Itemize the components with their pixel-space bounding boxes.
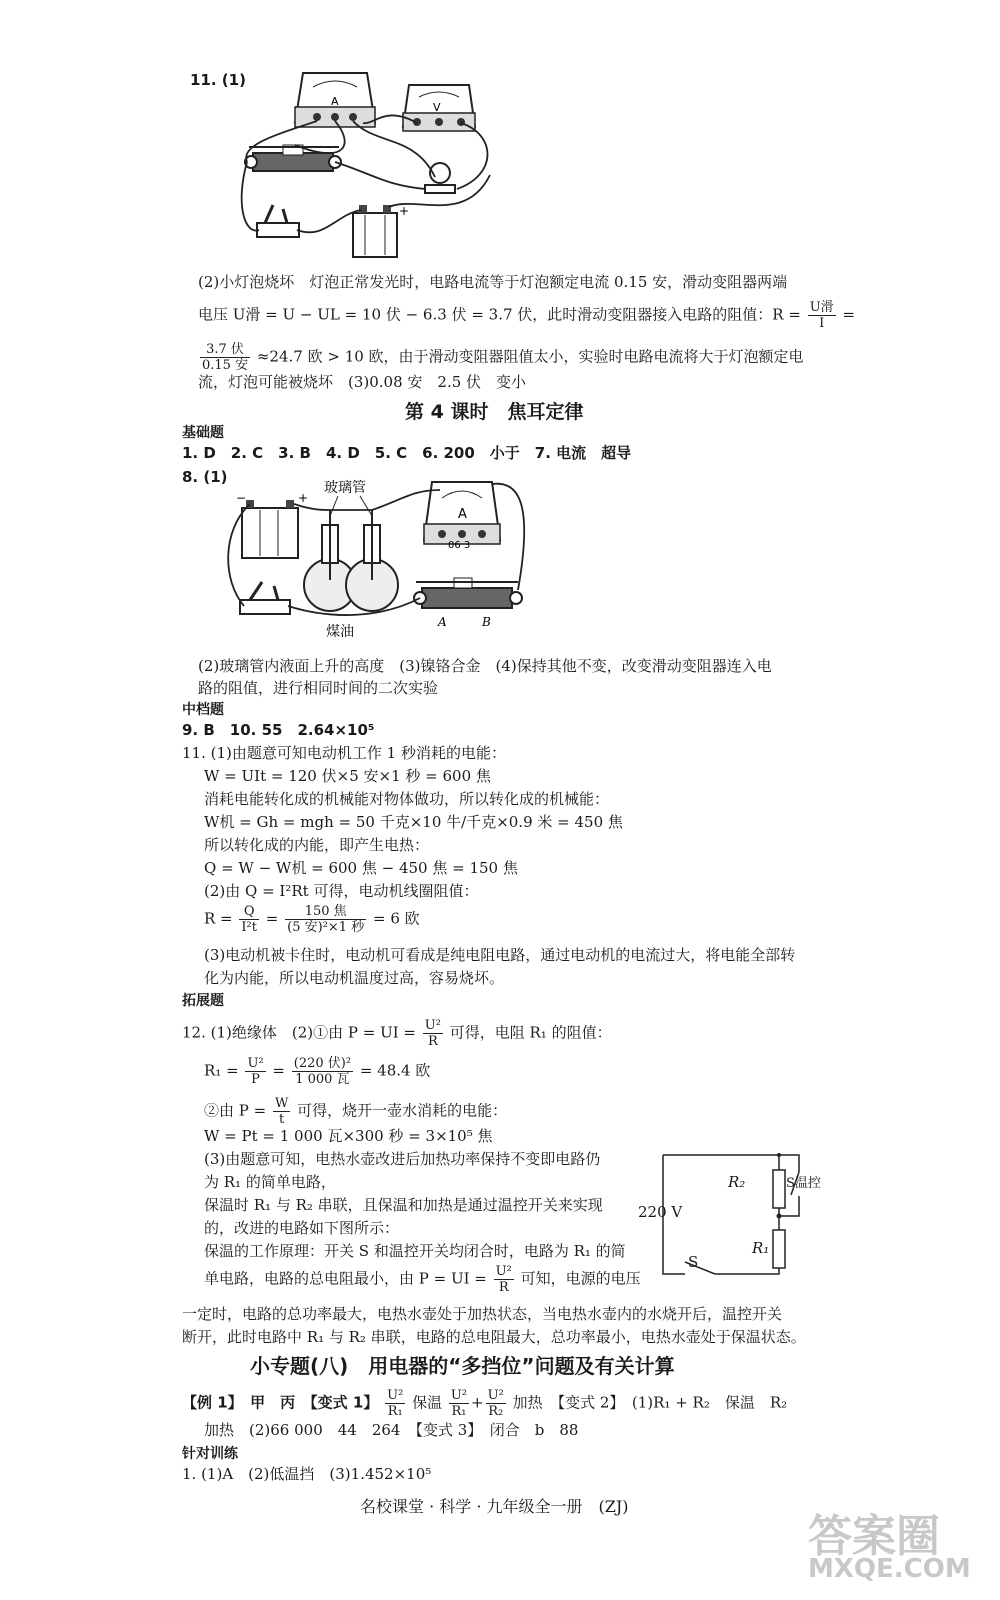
fraction: $\frac{\text{U²}}{P}$	[247, 1056, 264, 1087]
q11-line5: 所以转化成的内能，即产生电热：	[204, 836, 430, 854]
fraction: $\frac{\text{U滑}}{I}$	[809, 300, 834, 331]
circuit-figure-1	[235, 65, 515, 265]
ammeter-label: A	[331, 95, 339, 108]
q12-line8: 的，改进的电路如下图所示：	[204, 1219, 400, 1237]
label-s: S	[688, 1253, 699, 1271]
switch-icon	[240, 582, 290, 614]
q12-line4: W = Pt = 1 000 瓦×300 秒 = 3×10⁵ 焦	[204, 1127, 493, 1145]
q11-p2-line2: 电压 U滑 = U − UL = 10 伏 − 6.3 伏 = 3.7 伏，此时滑动变阻器接入电路的阻值：R = $\frac{\text{U滑}}{I}$ =	[198, 300, 856, 331]
q11-line3: 消耗电能转化成的机械能对物体做功，所以转化成的机械能：	[204, 790, 610, 808]
label-r1: R₁	[752, 1239, 770, 1257]
q12-line5: (3)由题意可知，电热水壶改进后加热功率保持不变即电路仍	[204, 1150, 601, 1168]
kerosene-label: 煤油	[326, 624, 354, 640]
fraction: $\frac{\text{U²}}{R}$	[424, 1018, 441, 1049]
fraction: $\frac{\text{U²}}{\text{R₁}}$	[450, 1388, 468, 1419]
fraction: $\frac{\text{3.7 伏}}{\text{0.15 安}}$	[202, 342, 249, 373]
q11-p2-line3: $\frac{\text{3.7 伏}}{\text{0.15 安}}$ ≈24.7 欧 > 10 欧，由于滑动变阻器阻值太小，实验时电路电流将大于灯泡额定电	[202, 342, 804, 373]
switch-icon	[257, 205, 299, 237]
circuit-diagram-heater	[655, 1150, 845, 1285]
section-train: 针对训练	[182, 1446, 238, 1462]
q12-line7: 保温时 R₁ 与 R₂ 串联，且保温和加热是通过温控开关来实现	[204, 1196, 603, 1214]
q12-line12: 断开，此时电路中 R₁ 与 R₂ 串联，电路的总电阻最大，总功率最小，电热水壶处于保温状态。	[182, 1328, 806, 1346]
q12-line10: 单电路，电路的总电阻最小，由 P = UI = $\frac{\text{U²}}{R}$ 可知，电源的电压	[204, 1264, 641, 1295]
section-ext: 拓展题	[182, 993, 224, 1009]
rheostat-icon	[414, 578, 522, 608]
topic-title: 小专题(八) 用电器的“多挡位”问题及有关计算	[250, 1354, 675, 1378]
rheostat-icon	[245, 145, 341, 171]
q11-line2: W = UIt = 120 伏×5 安×1 秒 = 600 焦	[204, 767, 491, 785]
fraction: $\frac{\text{150 焦}}{\text{(5 安)²×1 秒}}$	[287, 904, 365, 935]
battery-plus-label: +	[399, 204, 410, 218]
q8-line1: (2)玻璃管内液面上升的高度 (3)镍铬合金 (4)保持其他不变，改变滑动变阻器连入电	[198, 657, 772, 675]
answers-mid: 9. B 10. 55 2.64×10⁵	[182, 721, 375, 739]
watermark-logo: 答案圈	[808, 1511, 940, 1562]
q11-p2-line1: (2)小灯泡烧坏 灯泡正常发光时，电路电流等于灯泡额定电流 0.15 安，滑动变阻器两端	[198, 273, 788, 291]
section-mid: 中档题	[182, 702, 224, 718]
fraction: $\frac{\text{U²}}{R}$	[495, 1264, 512, 1295]
resistor-r2-icon	[773, 1170, 785, 1208]
q11-line1: 11. (1)由题意可知电动机工作 1 秒消耗的电能：	[182, 744, 506, 762]
q8-label: 8. (1)	[182, 468, 228, 486]
q12-line9: 保温的工作原理：开关 S 和温控开关均闭合时，电路为 R₁ 的简	[204, 1242, 626, 1260]
q11-line10: 化为内能，所以电动机温度过高，容易烧坏。	[204, 969, 505, 987]
q11-line9: (3)电动机被卡住时，电动机可看成是纯电阻电路，通过电动机的电流过大，将电能全部转	[204, 946, 796, 964]
label-s-thermostat: S温控	[786, 1176, 821, 1191]
battery-icon	[242, 500, 298, 558]
watermark-url: MXQE.COM	[808, 1554, 971, 1584]
topic-example-line1: 【例 1】 甲 丙 【变式 1】 $\frac{\text{U²}}{\text{R₁}}$ 保温 $\frac{\text{U²}}{\text{R₁}}$ + $\frac{\text{U²}}{\text{R₂}}$ 加热 【变式 2】 (1)R₁ + R₂ 保温 R₂	[182, 1388, 788, 1419]
q11-line8: R = $\frac{Q}{\text{I²t}}$ = $\frac{\text{150 焦}}{\text{(5 安)²×1 秒}}$ = 6 欧	[204, 904, 420, 935]
rheostat-a-label: A	[438, 615, 447, 629]
fraction: $\frac{Q}{\text{I²t}}$	[241, 904, 257, 935]
resistor-r1-icon	[773, 1230, 785, 1268]
battery-icon	[353, 205, 397, 257]
q12-line6: 为 R₁ 的简单电路，	[204, 1173, 336, 1191]
lesson-title: 第 4 课时 焦耳定律	[405, 401, 584, 423]
answers-basic: 1. D 2. C 3. B 4. D 5. C 6. 200 小于 7. 电流 超导	[182, 444, 632, 462]
q11-line6: Q = W − W机 = 600 焦 − 450 焦 = 150 焦	[204, 859, 518, 877]
train-line1: 1. (1)A (2)低温挡 (3)1.452×10⁵	[182, 1465, 432, 1483]
ammeter-scale: 06 3	[448, 540, 471, 551]
rheostat-b-label: B	[482, 615, 491, 629]
battery-minus-label: −	[236, 491, 247, 505]
fraction: $\frac{W}{t}$	[274, 1096, 289, 1127]
circuit-figure-2	[222, 470, 542, 650]
fraction: $\frac{\text{(220 伏)²}}{\text{1 000 瓦}}$	[293, 1056, 352, 1087]
q8-line2: 路的阻值，进行相同时间的二次实验	[198, 679, 439, 697]
fraction: $\frac{\text{U²}}{\text{R₁}}$	[387, 1388, 404, 1419]
flask-right-icon	[346, 510, 398, 611]
label-220v: 220 V	[638, 1203, 683, 1221]
q12-line11: 一定时，电路的总功率最大，电热水壶处于加热状态，当电热水壶内的水烧开后，温控开关	[182, 1305, 783, 1323]
voltmeter-label: V	[433, 101, 441, 114]
q11-p2-line4: 流，灯泡可能被烧坏 (3)0.08 安 2.5 伏 变小	[198, 373, 527, 391]
battery-plus-label: +	[298, 491, 309, 505]
topic-example-line2: 加热 (2)66 000 44 264 【变式 3】 闭合 b 88	[204, 1421, 579, 1439]
q11-line7: (2)由 Q = I²Rt 可得，电动机线圈阻值：	[204, 882, 479, 900]
q12-line1: 12. (1)绝缘体 (2)①由 P = UI = $\frac{\text{U²}}{R}$ 可得，电阻 R₁ 的阻值：	[182, 1018, 612, 1049]
fraction: $\frac{\text{U²}}{\text{R₂}}$	[487, 1388, 504, 1419]
page-footer: 名校课堂 · 科学 · 九年级全一册 (ZJ)	[360, 1497, 629, 1516]
q12-line2: R₁ = $\frac{\text{U²}}{P}$ = $\frac{\text{(220 伏)²}}{\text{1 000 瓦}}$ = 48.4 欧	[204, 1056, 431, 1087]
glass-tube-label: 玻璃管	[324, 480, 366, 496]
q11-line4: W机 = Gh = mgh = 50 千克×10 牛/千克×0.9 米 = 450 焦	[204, 813, 623, 831]
q12-line3: ②由 P = $\frac{W}{t}$ 可得，烧开一壶水消耗的电能：	[204, 1096, 508, 1127]
section-basic: 基础题	[182, 425, 224, 441]
ammeter-label: A	[458, 507, 467, 522]
label-r2: R₂	[728, 1173, 746, 1191]
q11-top-label: 11. (1)	[190, 71, 246, 89]
